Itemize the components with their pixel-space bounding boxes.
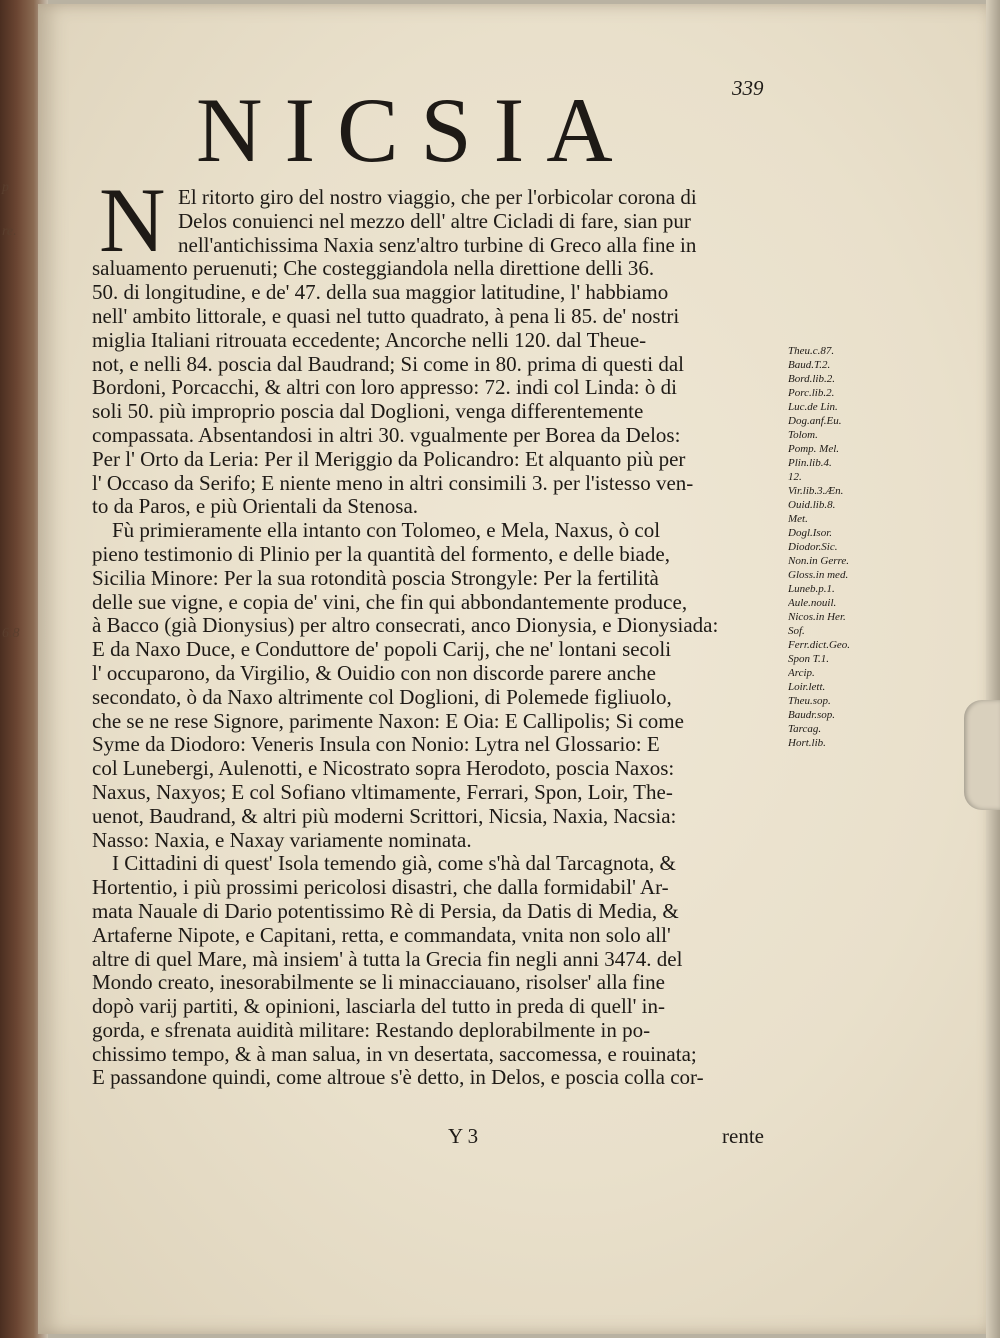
page-footer xyxy=(92,1124,772,1150)
margin-note: Aule.nouil. xyxy=(788,597,837,609)
text-line: Hortentio, i più prossimi pericolosi disastri, che dalla formidabil' Ar- xyxy=(92,876,669,900)
signature-mark: Y 3 xyxy=(448,1124,479,1148)
margin-note: Theu.c.87. xyxy=(788,345,835,357)
text-line: dopò varij partiti, & opinioni, lasciarla del tutto in preda di quell' in- xyxy=(92,995,665,1019)
margin-note: Baud.T.2. xyxy=(788,359,831,371)
text-line: col Lunebergi, Aulenotti, e Nicostrato sopra Herodoto, poscia Naxos: xyxy=(92,757,675,781)
margin-note: Arcip. xyxy=(788,667,815,679)
margin-note: Dog.anf.Eu. xyxy=(788,415,842,427)
text-line: Delos conuienci nel mezzo dell' altre Cicladi di fare, sian pur xyxy=(178,209,691,233)
text-line: Sicilia Minore: Per la sua rotondità poscia Strongyle: Per la fertilità xyxy=(92,566,659,590)
text-line: to da Paros, e più Orientali da Stenosa. xyxy=(92,495,419,519)
margin-note: Plin.lib.4. xyxy=(788,457,832,469)
text-line: E passandone quindi, come altroue s'è detto, in Delos, e poscia colla cor- xyxy=(92,1066,704,1090)
margin-note: Ferr.dict.Geo. xyxy=(788,639,851,651)
text-line: saluamento peruenuti; Che costeggiandola nella direttione delli 36. xyxy=(92,257,655,281)
margin-note: Pomp. Mel. xyxy=(788,443,840,455)
text-line: l' Occaso da Serifo; E niente meno in altri consimili 3. per l'istesso ven- xyxy=(92,471,694,495)
text-line: gorda, e sfrenata auidità militare: Restando deplorabilmente in po- xyxy=(92,1018,651,1042)
text-line: not, e nelli 84. poscia dal Baudrand; Si come in 80. prima di questi dal xyxy=(92,352,684,376)
text-line: 50. di longitudine, e de' 47. della sua maggior latitudine, l' habbiamo xyxy=(92,281,669,305)
text-line: à Bacco (già Dionysius) per altro consecrati, anco Dionysia, e Dionysiada: xyxy=(92,614,719,638)
text-line: Syme da Diodoro: Veneris Insula con Nonio: Lytra nel Glossario: E xyxy=(92,733,660,757)
margin-note: Theu.sop. xyxy=(788,695,831,707)
text-line: secondato, ò da Naxo altrimente col Doglioni, di Polemede figliuolo, xyxy=(92,685,672,709)
text-line: chissimo tempo, & à man salua, in vn desertata, saccomessa, e rouinata; xyxy=(92,1042,697,1066)
text-line: uenot, Baudrand, & altri più moderni Scrittori, Nicsia, Naxia, Nacsia: xyxy=(92,804,677,828)
text-line: compassata. Absentandosi in altri 30. vgualmente per Borea da Delos: xyxy=(92,423,681,447)
margin-note: 12. xyxy=(788,471,802,483)
margin-note: Dogl.Isor. xyxy=(788,527,833,539)
text-line: Mondo creato, inesorabilmente se li minacciauano, risolser' alla fine xyxy=(92,971,665,995)
left-mark: 6.8 xyxy=(2,626,20,641)
margin-note: Diodor.Sic. xyxy=(788,541,838,553)
drop-cap: N xyxy=(99,169,166,271)
catchword: rente xyxy=(722,1124,764,1148)
margin-note: Non.in Gerre. xyxy=(788,555,850,567)
text-line: Artaferne Nipote, e Capitani, retta, e commandata, vnita non solo all' xyxy=(92,923,671,947)
margin-note: Gloss.in med. xyxy=(788,569,849,581)
text-line: Per l' Orto da Leria: Per il Meriggio da Policandro: Et alquanto più per xyxy=(92,447,686,471)
text-line: Nasso: Naxia, e Naxay variamente nominata. xyxy=(92,828,472,852)
page-edge xyxy=(986,0,1000,1338)
text-line: pieno testimonio di Plinio per la quantità del formento, e delle biade, xyxy=(92,542,670,566)
text-line: mata Nauale di Dario potentissimo Rè di Persia, da Datis di Media, & xyxy=(92,899,679,923)
page-clip xyxy=(964,700,1000,810)
margin-note: Luc.de Lin. xyxy=(788,401,838,413)
page-number: 339 xyxy=(732,76,764,100)
body-text xyxy=(92,186,772,1090)
text-line: I Cittadini di quest' Isola temendo già, come s'hà dal Tarcagnota, & xyxy=(112,852,676,876)
margin-note: Luneb.p.1. xyxy=(788,583,835,595)
text-line: Bordoni, Porcacchi, & altri con loro appresso: 72. indi col Linda: ò di xyxy=(92,376,677,400)
margin-note: Tolom. xyxy=(788,429,818,441)
text-line: nell' ambito littorale, e quasi nel tutto quadrato, à pena li 85. de' nostri xyxy=(92,304,680,328)
margin-note: Sof. xyxy=(788,625,805,637)
page-title: NICSIA xyxy=(196,79,635,181)
text-line: El ritorto giro del nostro viaggio, che per l'orbicolar corona di xyxy=(178,186,697,209)
margin-note: Hort.lib. xyxy=(788,737,826,749)
text-line: altre di quel Mare, mà insiem' à tutta la Grecia fin negli anni 3474. del xyxy=(92,947,683,971)
text-line: soli 50. più improprio poscia dal Doglioni, venga differentemente xyxy=(92,400,644,424)
text-line: E da Naxo Duce, e Conduttore de' popoli Carij, che ne' lontani secoli xyxy=(92,638,672,662)
text-line: che se ne rese Signore, parimente Naxon: E Oia: E Callipolis; Si come xyxy=(92,709,684,733)
margin-note: Spon T.1. xyxy=(788,653,830,665)
margin-note: Porc.lib.2. xyxy=(788,387,835,399)
text-line: nell'antichissima Naxia senz'altro turbine di Greco alla fine in xyxy=(178,233,697,257)
margin-note: Bord.lib.2. xyxy=(788,373,835,385)
text-line: miglia Italiani ritrouata eccedente; Ancorche nelli 120. dal Theue- xyxy=(92,328,647,352)
margin-note: Met. xyxy=(788,513,808,525)
text-line: delle sue vigne, e copia de' vini, che fin qui abbondantemente produce, xyxy=(92,590,688,614)
left-mark: re. xyxy=(2,224,17,239)
margin-note: Vir.lib.3.Æn. xyxy=(788,485,844,497)
margin-note: Ouid.lib.8. xyxy=(788,499,836,511)
text-line: Naxus, Naxyos; E col Sofiano vltimamente, Ferrari, Spon, Loir, The- xyxy=(92,780,673,804)
margin-note: Nicos.in Her. xyxy=(788,611,846,623)
margin-note: Loir.lett. xyxy=(788,681,826,693)
text-line: Fù primieramente ella intanto con Tolomeo, e Mela, Naxus, ò col xyxy=(112,519,661,543)
text-line: l' occuparono, da Virgilio, & Ouidio con non discorde parere anche xyxy=(92,661,656,685)
left-mark: p xyxy=(2,180,9,195)
margin-note: Tarcag. xyxy=(788,723,822,735)
margin-notes xyxy=(788,344,892,750)
margin-note: Baudr.sop. xyxy=(788,709,836,721)
